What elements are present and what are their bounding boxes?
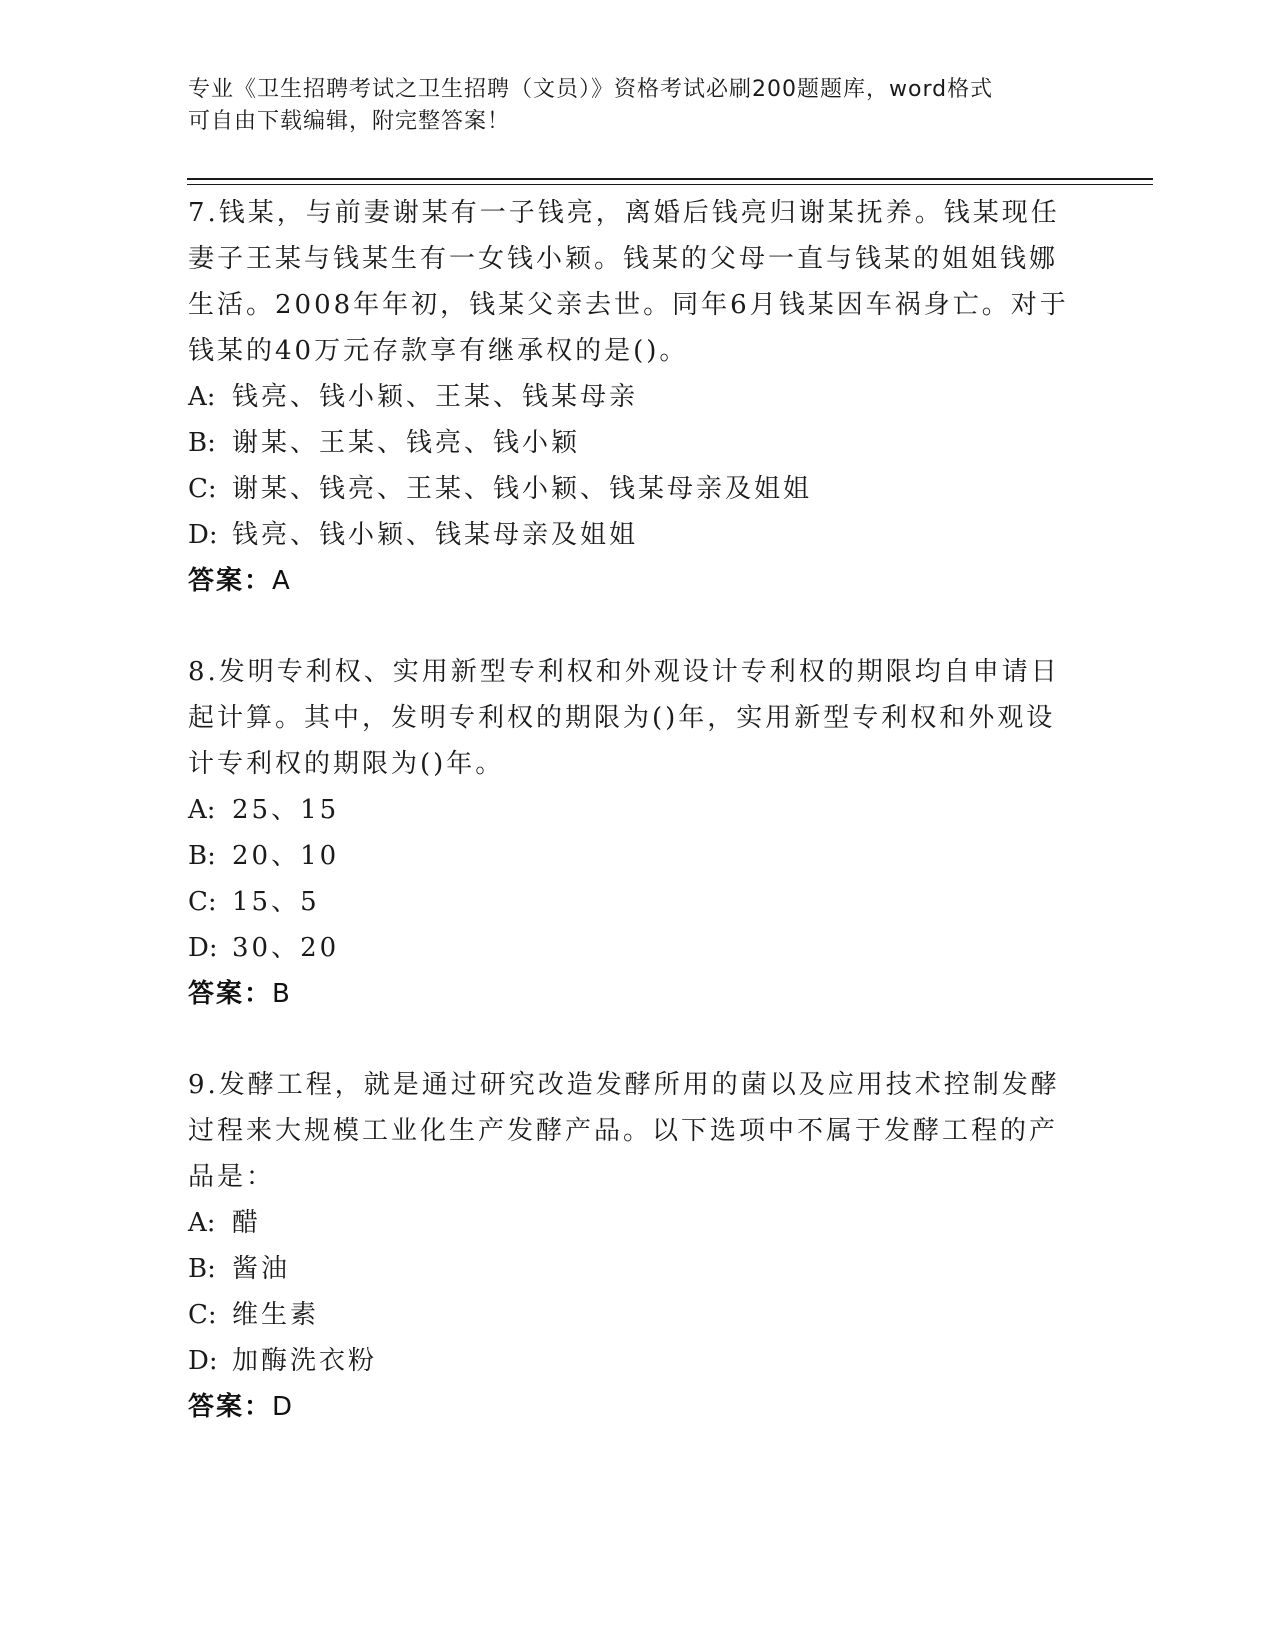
option-c	[188, 879, 1068, 925]
option-letter: B:	[188, 428, 216, 458]
option-text: 酱油	[232, 1254, 291, 1284]
answer-line	[188, 1384, 1068, 1430]
question-spacer	[188, 1017, 1068, 1062]
option-letter: A:	[188, 382, 216, 412]
question-text-line: 起计算。其中，发明专利权的期限为()年，实用新型专利权和外观设	[188, 703, 1056, 733]
question-text-line: 品是：	[188, 1162, 276, 1192]
question-text-line: 钱某的40万元存款享有继承权的是()。	[188, 336, 689, 366]
option-a	[188, 374, 1068, 420]
answer-label: 答案：	[188, 1392, 273, 1422]
option-a	[188, 787, 1068, 833]
option-text: 钱亮、钱小颖、钱某母亲及姐姐	[232, 520, 639, 550]
question-text-line: 过程来大规模工业化生产发酵产品。以下选项中不属于发酵工程的产	[188, 1116, 1059, 1146]
option-letter: D:	[188, 1346, 218, 1376]
question-text-line: 8.发明专利权、实用新型专利权和外观设计专利权的期限均自申请日	[188, 657, 1060, 687]
question-8	[188, 649, 1068, 1017]
option-b	[188, 833, 1068, 879]
option-text: 醋	[232, 1208, 262, 1238]
answer-value: A	[272, 566, 292, 596]
answer-value: B	[272, 979, 292, 1009]
header-divider-thin	[187, 184, 1153, 185]
option-d	[188, 512, 1068, 558]
option-b	[188, 1246, 1068, 1292]
header-line-2: 可自由下载编辑，附完整答案！	[188, 109, 511, 134]
option-text: 20、10	[232, 841, 340, 871]
answer-label: 答案：	[188, 566, 273, 596]
document-header	[188, 74, 1068, 138]
option-letter: D:	[188, 933, 218, 963]
option-letter: B:	[188, 1254, 216, 1284]
question-text-line: 7.钱某，与前妻谢某有一子钱亮，离婚后钱亮归谢某抚养。钱某现任	[188, 198, 1060, 228]
question-text-line: 计专利权的期限为()年。	[188, 749, 505, 779]
option-text: 谢某、钱亮、王某、钱小颖、钱某母亲及姐姐	[232, 474, 813, 504]
option-a	[188, 1200, 1068, 1246]
option-text: 谢某、王某、钱亮、钱小颖	[232, 428, 581, 458]
option-letter: A:	[188, 795, 216, 825]
option-letter: C:	[188, 887, 217, 917]
question-7	[188, 190, 1068, 604]
option-text: 加酶洗衣粉	[232, 1346, 378, 1376]
option-b	[188, 420, 1068, 466]
option-c	[188, 466, 1068, 512]
question-list	[188, 190, 1068, 1430]
question-text-line: 生活。2008年年初，钱某父亲去世。同年6月钱某因车祸身亡。对于	[188, 290, 1069, 320]
option-letter: C:	[188, 474, 217, 504]
header-divider-thick	[187, 178, 1153, 180]
option-letter: D:	[188, 520, 218, 550]
option-text: 25、15	[232, 795, 340, 825]
option-text: 15、5	[232, 887, 320, 917]
answer-line	[188, 558, 1068, 604]
option-letter: B:	[188, 841, 216, 871]
option-text: 维生素	[232, 1300, 320, 1330]
option-text: 钱亮、钱小颖、王某、钱某母亲	[232, 382, 639, 412]
question-text-line: 妻子王某与钱某生有一女钱小颖。钱某的父母一直与钱某的姐姐钱娜	[188, 244, 1059, 274]
option-d	[188, 1338, 1068, 1384]
option-c	[188, 1292, 1068, 1338]
answer-label: 答案：	[188, 979, 273, 1009]
option-letter: C:	[188, 1300, 217, 1330]
answer-line	[188, 971, 1068, 1017]
question-text-line: 9.发酵工程，就是通过研究改造发酵所用的菌以及应用技术控制发酵	[188, 1070, 1060, 1100]
answer-value: D	[272, 1392, 295, 1422]
question-9	[188, 1062, 1068, 1430]
option-text: 30、20	[232, 933, 340, 963]
question-spacer	[188, 604, 1068, 649]
option-d	[188, 925, 1068, 971]
option-letter: A:	[188, 1208, 216, 1238]
header-line-1: 专业《卫生招聘考试之卫生招聘（文员）》资格考试必刷200题题库，word格式	[188, 77, 994, 102]
